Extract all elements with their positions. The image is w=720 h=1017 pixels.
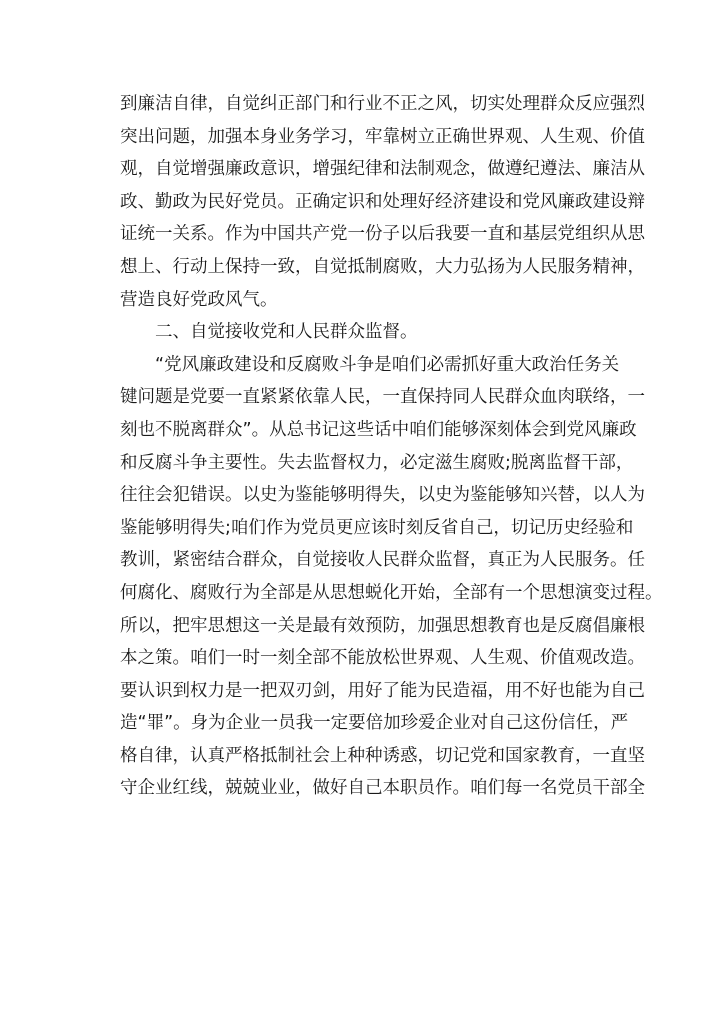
text-line: 本之策。咱们一时一刻全部不能放松世界观、人生观、价值观改造。 — [120, 648, 645, 669]
text-line: 造“罪”。身为企业一员我一定要倍加珍爱企业对自己这份信任，严 — [120, 713, 629, 734]
text-line: 证统一关系。作为中国共产党一份子以后我要一直和基层党组织从思 — [120, 224, 645, 245]
body-text — [120, 88, 663, 805]
text-line: 突出问题，加强本身业务学习，牢靠树立正确世界观、人生观、价值 — [120, 126, 645, 147]
text-line: 观，自觉增强廉政意识，增强纪律和法制观念，做遵纪遵法、廉洁从 — [120, 159, 645, 180]
text-line: 政、勤政为民好党员。正确定识和处理好经济建设和党风廉政建设辩 — [120, 191, 645, 212]
text-line: 往往会犯错误。以史为鉴能够明得失，以史为鉴能够知兴替，以人为 — [120, 485, 645, 506]
text-line: 想上、行动上保持一致，自觉抵制腐败，大力弘扬为人民服务精神， — [120, 256, 645, 277]
text-line: 和反腐斗争主要性。失去监督权力，必定滋生腐败;脱离监督干部， — [120, 452, 634, 473]
text-line: “党风廉政建设和反腐败斗争是咱们必需抓好重大政治任务关 — [155, 354, 620, 375]
text-line: 刻也不脱离群众”。从总书记这些话中咱们能够深刻体会到党风廉政 — [120, 419, 637, 440]
text-line: 键问题是党要一直紧紧依靠人民，一直保持同人民群众血肉联络，一 — [120, 387, 645, 408]
text-line: 鉴能够明得失;咱们作为党员更应该时刻反省自己，切记历史经验和 — [120, 517, 634, 538]
text-line: 守企业红线，兢兢业业，做好自己本职员作。咱们每一名党员干部全 — [120, 778, 645, 799]
text-line: 何腐化、腐败行为全部是从思想蜕化开始，全部有一个思想演变过程。 — [120, 582, 663, 603]
section-heading: 二、自觉接收党和人民群众监督。 — [155, 322, 418, 343]
text-line: 营造良好党政风气。 — [120, 289, 278, 310]
text-line: 到廉洁自律，自觉纠正部门和行业不正之风，切实处理群众反应强烈 — [120, 94, 645, 114]
text-line: 所以，把牢思想这一关是最有效预防，加强思想教育也是反腐倡廉根 — [120, 615, 645, 636]
text-line: 教训，紧密结合群众，自觉接收人民群众监督，真正为人民服务。任 — [120, 550, 645, 571]
text-line: 格自律，认真严格抵制社会上种种诱惑，切记党和国家教育，一直坚 — [120, 745, 645, 766]
text-line: 要认识到权力是一把双刃剑，用好了能为民造福，用不好也能为自己 — [120, 680, 645, 701]
